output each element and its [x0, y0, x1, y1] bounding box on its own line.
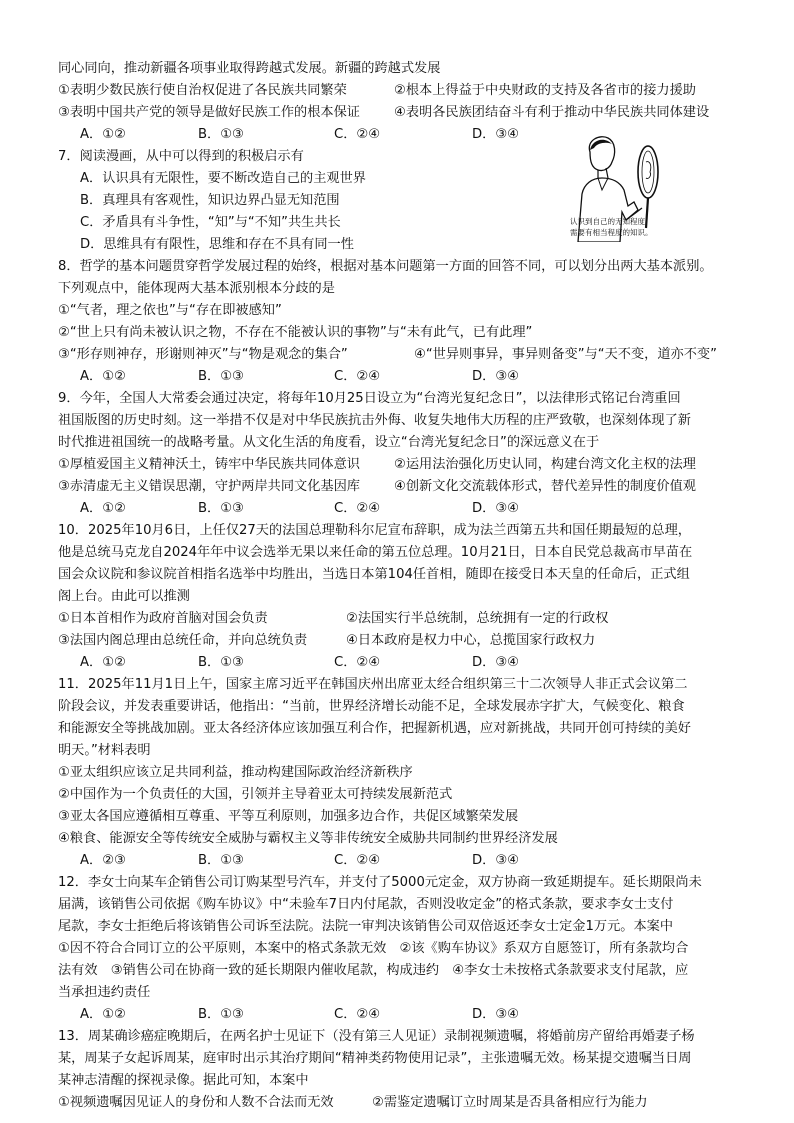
- option-pair: [58, 454, 758, 476]
- option-2: ②运用法治强化历史认同，构建台湾文化主权的法理: [394, 457, 696, 472]
- choice-c[interactable]: C．②④: [334, 1007, 381, 1022]
- question-text: 届满，该销售公司依据《购车协议》中“未验车7日内付尾款，否则没收定金”的格式条款，要求李女士支付: [58, 897, 674, 912]
- option-pair: [58, 476, 758, 498]
- question-text: 9．今年，全国人大常委会通过决定，将每年10月25日设立为“台湾光复纪念日”，以法律形式铭记台湾重回: [58, 391, 681, 406]
- option-2: ②“世上只有尚未被认识之物，不存在不能被认识的事物”与“未有此气，已有此理”: [58, 325, 533, 340]
- question-text: 某，周某子女起诉周某，庭审时出示其治疗期间“精神类药物使用记录”，主张遗嘱无效。杨某提交遗嘱当日周: [58, 1051, 692, 1066]
- choice-a[interactable]: A．①②: [80, 655, 126, 670]
- choice-c[interactable]: C．②④: [334, 369, 381, 384]
- choice-d[interactable]: D．思维具有有限性，思维和存在不具有同一性: [80, 237, 354, 252]
- question-text: 13．周某确诊癌症晚期后，在两名护士见证下（没有第三人见证）录制视频遗嘱，将婚前房产留给再婚妻子杨: [58, 1029, 695, 1044]
- option-3: ③“形存则神存，形谢则神灭”与“物是观念的集合”: [58, 347, 348, 362]
- option-pair: [58, 102, 738, 124]
- choice-d[interactable]: D．③④: [472, 501, 519, 516]
- choice-b[interactable]: B．①③: [198, 127, 244, 142]
- choice-b[interactable]: B．①③: [198, 501, 244, 516]
- option-pair: [58, 1092, 758, 1114]
- choice-a[interactable]: A．①②: [80, 127, 126, 142]
- choice-b[interactable]: B．①③: [198, 1007, 244, 1022]
- choice-a[interactable]: A．②③: [80, 853, 126, 868]
- question-12: [58, 872, 758, 1026]
- caption-line: 需要有相当程度的知识。: [570, 228, 653, 237]
- option-4: ④创新文化交流载体形式，替代差异性的制度价值观: [394, 479, 696, 494]
- option-4: ④日本政府是权力中心，总揽国家行政权力: [346, 633, 596, 648]
- question-text: 8．哲学的基本问题贯穿哲学发展过程的始终，根据对基本问题第一方面的回答不同，可以划分出两大基本派别。: [58, 259, 713, 274]
- question-text: 阶段会议，并发表重要讲话，他指出：“当前，世界经济增长动能不足，全球发展赤字扩大，气候变化、粮食: [58, 699, 685, 714]
- option-3: ③表明中国共产党的领导是做好民族工作的根本保证: [58, 105, 360, 120]
- question-text: 尾款，李女士拒绝后将该销售公司诉至法院。法院一审判决该销售公司双倍返还李女士定金1万元。本案中: [58, 919, 674, 934]
- choice-a[interactable]: A．①②: [80, 501, 126, 516]
- option-3: ③赤清虚无主义错误思潮，守护两岸共同文化基因库: [58, 479, 360, 494]
- option-2: ②中国作为一个负责任的大国，引领并主导着亚太可持续发展新范式: [58, 787, 453, 802]
- question-text: 某神志清醒的探视录像。据此可知，本案中: [58, 1073, 309, 1088]
- question-text: 10．2025年10月6日，上任仅27天的法国总理勒科尔尼宣布辞职，成为法兰西第五共和国任期最短的总理，: [58, 523, 691, 538]
- question-text: 11．2025年11月1日上午，国家主席习近平在韩国庆州出席亚太经合组织第三十二次领导人非正式会议第二: [58, 677, 688, 692]
- answer-choices: [58, 366, 758, 388]
- question-text: 同心同向，推动新疆各项事业取得跨越式发展。新疆的跨越式发展: [58, 61, 441, 76]
- question-13: [58, 1026, 758, 1114]
- option-pair: [58, 608, 758, 630]
- question-text: 下列观点中，能体现两大基本派别根本分歧的是: [58, 281, 335, 296]
- option-2: ②法国实行半总统制，总统拥有一定的行政权: [346, 611, 609, 626]
- choice-d[interactable]: D．③④: [472, 655, 519, 670]
- option-1: ①表明少数民族行使自治权促进了各民族共同繁荣: [58, 83, 347, 98]
- option-1: ①日本首相作为政府首脑对国会负责: [58, 611, 268, 626]
- choice-b[interactable]: B．①③: [198, 853, 244, 868]
- option-pair: [58, 80, 738, 102]
- answer-choices: [58, 1004, 758, 1026]
- question-text: 12．李女士向某车企销售公司订购某型号汽车，并支付了5000元定金，双方协商一致延期提车。延长期限尚未: [58, 875, 702, 890]
- choice-d[interactable]: D．③④: [472, 369, 519, 384]
- question-text: 时代推进祖国统一的战略考量。从文化生活的角度看，设立“台湾光复纪念日”的深远意义在于: [58, 435, 600, 450]
- option-1: ①视频遗嘱因见证人的身份和人数不合法而无效: [58, 1095, 334, 1110]
- option-pair: [58, 344, 758, 366]
- option-1: ①“气者，理之依也”与“存在即被感知”: [58, 303, 282, 318]
- question-text: 当承担违约责任: [58, 985, 151, 1000]
- option-2: ②根本上得益于中央财政的支持及各省市的接力援助: [394, 83, 696, 98]
- choice-b[interactable]: B．真理具有客观性，知识边界凸显无知范围: [80, 193, 340, 208]
- option-2: ②需鉴定遗嘱订立时周某是否具备相应行为能力: [372, 1095, 648, 1110]
- option-pair: [58, 630, 758, 652]
- option-4: ④表明各民族团结奋斗有利于推动中华民族共同体建设: [394, 105, 710, 120]
- question-text: ①因不符合合同订立的公平原则，本案中的格式条款无效 ②该《购车协议》系双方自愿签订，所有条款均合: [58, 941, 689, 956]
- choice-a[interactable]: A．①②: [80, 369, 126, 384]
- question-8: [58, 256, 758, 388]
- choice-d[interactable]: D．③④: [472, 1007, 519, 1022]
- choice-c[interactable]: C．矛盾具有斗争性，“知”与“不知”共生共长: [80, 215, 341, 230]
- choice-c[interactable]: C．②④: [334, 853, 381, 868]
- choice-c[interactable]: C．②④: [334, 127, 381, 142]
- question-text: 国会众议院和参议院首相指名选举中均胜出，当选日本第104任首相，随即在接受日本天皇的任命后，正式组: [58, 567, 690, 582]
- cartoon-caption: [570, 216, 700, 238]
- option-3: ③亚太各国应遵循相互尊重、平等互利原则，加强多边合作，共促区域繁荣发展: [58, 809, 519, 824]
- caption-line: 认识到自己的无知程度，: [570, 217, 653, 226]
- question-text: 明天。”材料表明: [58, 743, 151, 758]
- question-text: 法有效 ③销售公司在协商一致的延长期限内催收尾款，构成违约 ④李女士未按格式条款要求支付尾款，应: [58, 963, 689, 978]
- choice-d[interactable]: D．③④: [472, 853, 519, 868]
- question-10: [58, 520, 758, 674]
- question-9: [58, 388, 758, 520]
- answer-choices: [58, 850, 758, 872]
- choice-d[interactable]: D．③④: [472, 127, 519, 142]
- question-text: 他是总统马克龙自2024年年中议会选举无果以来任命的第五位总理。10月21日，日本自民党总裁高市早苗在: [58, 545, 693, 560]
- answer-choices: [58, 652, 758, 674]
- choice-c[interactable]: C．②④: [334, 501, 381, 516]
- question-text: 和能源安全等挑战加剧。亚太各经济体应该加强互利合作，把握新机遇，应对新挑战，共同开创可持续的美好: [58, 721, 691, 736]
- choice-a[interactable]: A．认识具有无限性，要不断改造自己的主观世界: [80, 171, 366, 186]
- option-1: ①厚植爱国主义精神沃土，铸牢中华民族共同体意识: [58, 457, 360, 472]
- option-3: ③法国内阁总理由总统任命，并向总统负责: [58, 633, 308, 648]
- option-1: ①亚太组织应该立足共同利益，推动构建国际政治经济新秩序: [58, 765, 413, 780]
- choice-b[interactable]: B．①③: [198, 369, 244, 384]
- option-4: ④“世异则事异，事异则备变”与“天不变，道亦不变”: [414, 347, 717, 362]
- choice-a[interactable]: A．①②: [80, 1007, 126, 1022]
- question-stem: 7．阅读漫画，从中可以得到的积极启示有: [58, 149, 304, 164]
- question-text: 阁上台。由此可以推测: [58, 589, 190, 604]
- choice-b[interactable]: B．①③: [198, 655, 244, 670]
- question-11: [58, 674, 758, 872]
- option-4: ④粮食、能源安全等传统安全威胁与霸权主义等非传统安全威胁共同制约世界经济发展: [58, 831, 558, 846]
- answer-choices: [58, 498, 758, 520]
- choice-c[interactable]: C．②④: [334, 655, 381, 670]
- question-text: 祖国版图的历史时刻。这一举措不仅是对中华民族抗击外侮、收复失地伟大历程的庄严致敬，也深刻体现了新: [58, 413, 691, 428]
- question-7: [58, 146, 558, 256]
